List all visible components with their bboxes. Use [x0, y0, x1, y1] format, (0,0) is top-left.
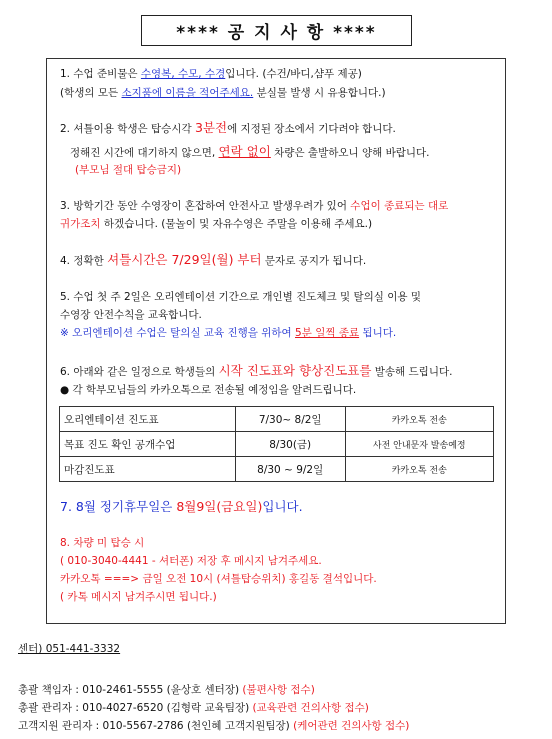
contact-1-note: (불편사항 접수) — [242, 684, 315, 696]
notice-7-text-c: 입니다. — [262, 499, 303, 514]
schedule-method: 사전 안내문자 발송예정 — [345, 432, 493, 457]
notice-3-send-home: 귀가조치 — [60, 218, 101, 230]
schedule-date: 8/30(금) — [235, 432, 345, 457]
notice-3-line-2 — [60, 217, 372, 231]
notice-2-text-a: 2. 셔틀이용 학생은 탑승시각 — [60, 123, 195, 135]
contact-3 — [18, 718, 409, 733]
contact-3-note: (케어관련 건의사항 접수) — [293, 720, 410, 732]
notice-8-line-3: 카카오톡 ===> 금일 오전 10시 (셔틀탑승위치) 홍길동 결석입니다. — [60, 573, 377, 585]
notice-7-line-1 — [60, 500, 303, 514]
notice-8-line-4: ( 카톡 메시지 남겨주시면 됩니다.) — [60, 591, 217, 603]
notice-2-text-d: 정해진 시간에 대기하지 않으면, — [70, 147, 219, 159]
notice-1-text-f: 분실물 발생 시 유용합니다.) — [253, 87, 386, 99]
center-phone: 센터) 051-441-3332 — [18, 643, 121, 655]
notice-5-line-3 — [60, 326, 396, 340]
schedule-name: 마감진도표 — [60, 457, 236, 482]
schedule-name: 목표 진도 확인 공개수업 — [60, 432, 236, 457]
notice-5-early-end: 5분 일찍 종료 — [295, 327, 360, 339]
table-row — [60, 407, 494, 432]
notice-5-text-c: ※ 오리엔테이션 수업은 탈의실 교육 진행을 위하여 — [60, 327, 296, 339]
contact-3-text: 고객지원 관리자 : 010-5567-2786 (천인혜 고객지원팀장) — [18, 720, 294, 732]
notice-6-progress-sheets: 시작 진도표와 향상진도표를 — [218, 363, 372, 378]
notice-7-text-a: 7. 8월 정기휴무일은 — [60, 499, 177, 514]
notice-1-name-tag: 소지품에 이름을 적어주세요. — [121, 87, 254, 99]
notice-5-text-e: 됩니다. — [359, 327, 397, 339]
notice-3-line-1 — [60, 199, 448, 213]
notice-2-text-f: 차량은 출발하오니 양해 바랍니다. — [270, 147, 430, 159]
notice-3-class-end: 수업이 종료되는 대로 — [350, 200, 449, 212]
notice-1-text-a: 1. 수업 준비물은 — [60, 68, 141, 80]
notice-3-text-a: 3. 방학기간 동안 수영장이 혼잡하여 안전사고 발생우려가 있어 — [60, 200, 351, 212]
notice-2-line-1 — [60, 121, 396, 136]
notice-6-line-1 — [60, 364, 452, 379]
notice-3-text-d: 하겠습니다. (물놀이 및 자유수영은 주말을 이용해 주세요.) — [100, 218, 373, 230]
contact-2-text: 총괄 관리자 : 010-4027-6520 (김형락 교육팀장) — [18, 702, 253, 714]
notice-4-text-a: 4. 정확한 — [60, 255, 108, 267]
notice-1-text-c: 입니다. (수건/바디,샴푸 제공) — [225, 68, 362, 80]
schedule-method: 카카오톡 전송 — [345, 457, 493, 482]
notice-6-text-a: 6. 아래와 같은 일정으로 학생들의 — [60, 366, 219, 378]
table-row — [60, 432, 494, 457]
notice-2-no-parents: (부모님 절대 탑승금지) — [75, 164, 182, 176]
notice-6-text-c: 발송해 드립니다. — [371, 366, 453, 378]
notice-2-text-c: 에 지정된 장소에서 기다려야 합니다. — [227, 123, 396, 135]
table-row — [60, 457, 494, 482]
schedule-date: 8/30 ~ 9/2일 — [235, 457, 345, 482]
notice-4-shuttle-date: 셔틀시간은 7/29일(월) 부터 — [107, 252, 262, 267]
contact-2 — [18, 700, 369, 715]
notice-4-text-c: 문자로 공지가 됩니다. — [261, 255, 367, 267]
notice-8-line-2: ( 010-3040-4441 - 셔터폰) 저장 후 메시지 남겨주세요. — [60, 555, 322, 567]
notice-6-line-2: ● 각 학부모님들의 카카오톡으로 전송될 예정임을 알려드립니다. — [60, 384, 357, 396]
notice-4-line-1 — [60, 253, 366, 268]
schedule-date: 7/30~ 8/2일 — [235, 407, 345, 432]
contact-1 — [18, 682, 315, 697]
notice-2-no-contact: 연락 없이 — [218, 144, 271, 159]
page-title: **** 공 지 사 항 **** — [141, 15, 412, 46]
notice-8-line-1: 8. 차량 미 탑승 시 — [60, 537, 145, 549]
contact-1-text: 총괄 책임자 : 010-2461-5555 (윤상호 센터장) — [18, 684, 243, 696]
notice-7-holiday-date: 8월9일(금요일) — [176, 499, 263, 514]
schedule-method: 카카오톡 전송 — [345, 407, 493, 432]
notice-1-line-1 — [60, 67, 362, 81]
notice-5-line-2: 수영장 안전수칙을 교육합니다. — [60, 309, 202, 321]
notice-1-supplies: 수영복, 수모, 수경 — [140, 68, 226, 80]
notice-1-line-2 — [60, 86, 386, 100]
notice-2-three-minutes: 3분전 — [194, 120, 228, 135]
notice-2-line-2 — [70, 145, 430, 160]
schedule-table — [59, 406, 494, 482]
notice-5-line-1: 5. 수업 첫 주 2일은 오리엔테이션 기간으로 개인별 진도체크 및 탈의실 이용 및 — [60, 291, 422, 303]
notice-1-text-d: (학생의 모든 — [60, 87, 122, 99]
contact-2-note: (교육관련 건의사항 접수) — [252, 702, 369, 714]
schedule-name: 오리엔테이션 진도표 — [60, 407, 236, 432]
